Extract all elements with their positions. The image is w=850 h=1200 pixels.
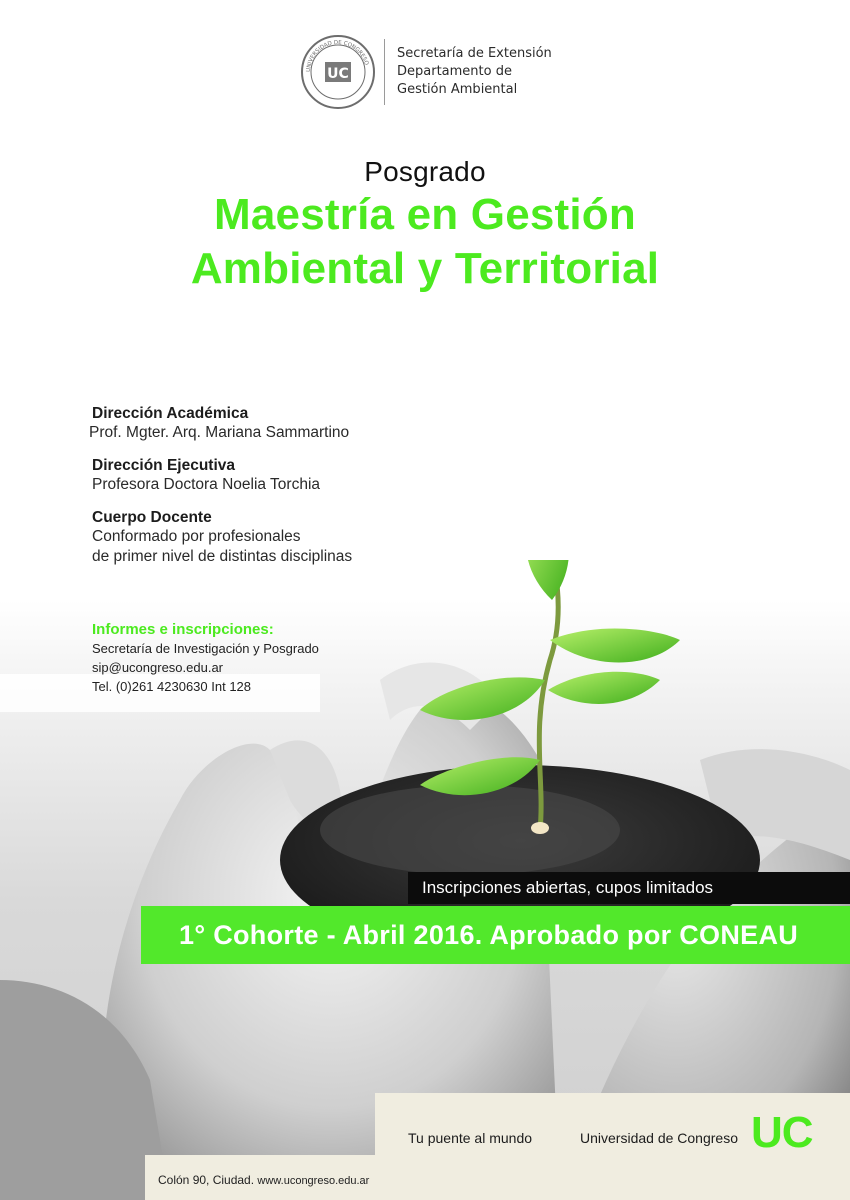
academic-direction [89,404,352,443]
academic-direction-text: Prof. Mgter. Arq. Mariana Sammartino [89,424,350,441]
footer-address-text: Colón 90, Ciudad. [158,1173,255,1187]
program-level: Posgrado [364,156,486,187]
header-text [397,45,552,99]
header-line-2: Departamento de [397,64,512,79]
contacts-heading: Informes e inscripciones: [92,621,274,638]
faculty [92,508,352,567]
header-line-1: Secretaría de Extensión [397,46,552,61]
faculty-text-line-1: Conformado por profesionales [92,528,301,545]
footer-university-name: Universidad de Congreso [580,1130,738,1146]
contacts [92,620,319,696]
program-title-line-1: Maestría en Gestión [214,190,636,239]
program-title-line-2: Ambiental y Territorial [190,244,660,293]
footer-uc-logo: UC [751,1108,813,1157]
enrollment-banner: Inscripciones abiertas, cupos limitados [408,872,850,904]
academic-direction-heading: Dirección Académica [92,405,249,422]
header-line-3: Gestión Ambiental [397,82,518,97]
cohort-banner: 1° Cohorte - Abril 2016. Aprobado por CONEAU [141,906,850,964]
header-divider [384,39,385,105]
executive-direction-heading: Dirección Ejecutiva [92,457,236,474]
faculty-heading: Cuerpo Docente [92,509,212,526]
contact-office: Secretaría de Investigación y Posgrado [92,641,319,656]
header [300,32,552,112]
footer-slogan: Tu puente al mundo [408,1130,533,1146]
program-title [0,188,850,296]
seal-initials: UC [327,66,349,82]
footer-website: www.ucongreso.edu.ar [257,1175,370,1187]
program-info [89,404,353,580]
executive-direction [92,456,352,495]
contact-email: sip@ucongreso.edu.ar [92,660,223,675]
seal-ring-text: UNIVERSIDAD DE CONGRESO [305,39,370,73]
footer-address [158,1173,369,1187]
title-block [0,156,850,296]
executive-direction-text: Profesora Doctora Noelia Torchia [92,476,321,493]
university-seal-logo [300,34,376,110]
faculty-text-line-2: de primer nivel de distintas disciplinas [92,548,353,565]
contact-phone: Tel. (0)261 4230630 Int 128 [92,679,252,694]
